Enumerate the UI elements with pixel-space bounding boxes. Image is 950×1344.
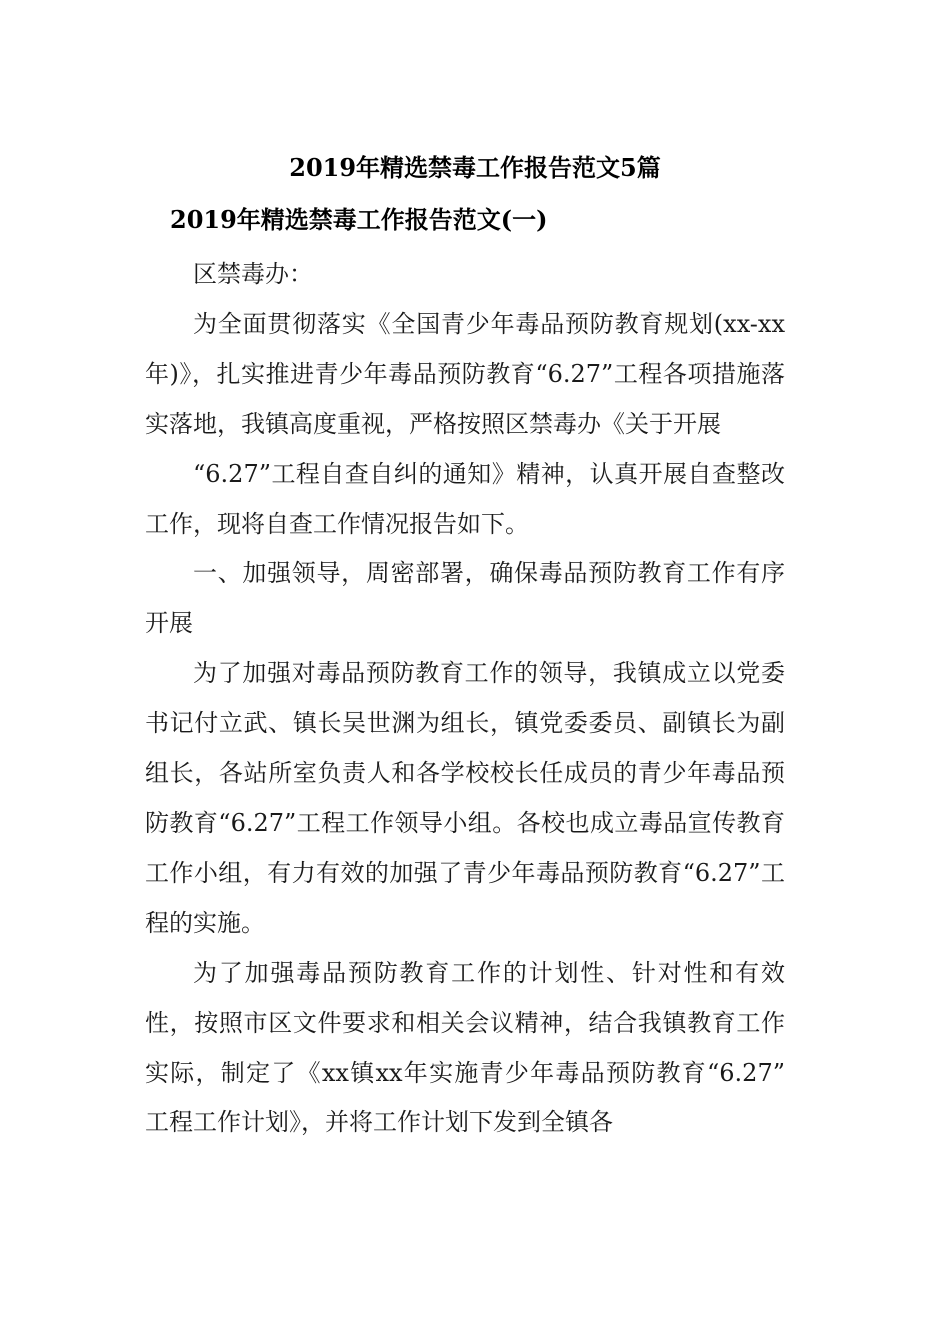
- section-heading: 一、加强领导，周密部署，确保毒品预防教育工作有序开展: [145, 559, 785, 638]
- salutation: 区禁毒办：: [193, 260, 313, 288]
- document-subtitle: 2019年精选禁毒工作报告范文(一): [170, 205, 548, 234]
- paragraph: 为了加强毒品预防教育工作的计划性、针对性和有效性，按照市区文件要求和相关会议精神，结合我镇教育工作实际，制定了《xx镇xx年实施青少年毒品预防教育“6.27” 工程工作计划》，并将工作计划下发到全镇各: [145, 958, 785, 1137]
- paragraph: “6.27”工程自查自纠的通知》精神，认真开展自查整改工作，现将自查工作情况报告如下。: [145, 459, 785, 538]
- paragraph: 为了加强对毒品预防教育工作的领导，我镇成立以党委书记付立武、镇长吴世渊为组长，镇党委委员、副镇长为副组长，各站所室负责人和各学校校长任成员的青少年毒品预防教育“6.27”工程工作领导小组。各校也成立毒品宣传教育工作小组，有力有效的加强了青少年毒品预防教育“6.27”工程的实施。: [145, 659, 785, 937]
- paragraph: 为全面贯彻落实《全国青少年毒品预防教育规划(xx-xx年)》，扎实推进青少年毒品预防教育“6.27”工程各项措施落实落地，我镇高度重视，严格按照区禁毒办《关于开展: [145, 309, 785, 438]
- document-title: 2019年精选禁毒工作报告范文5篇: [289, 153, 661, 182]
- document-body: [145, 250, 785, 1148]
